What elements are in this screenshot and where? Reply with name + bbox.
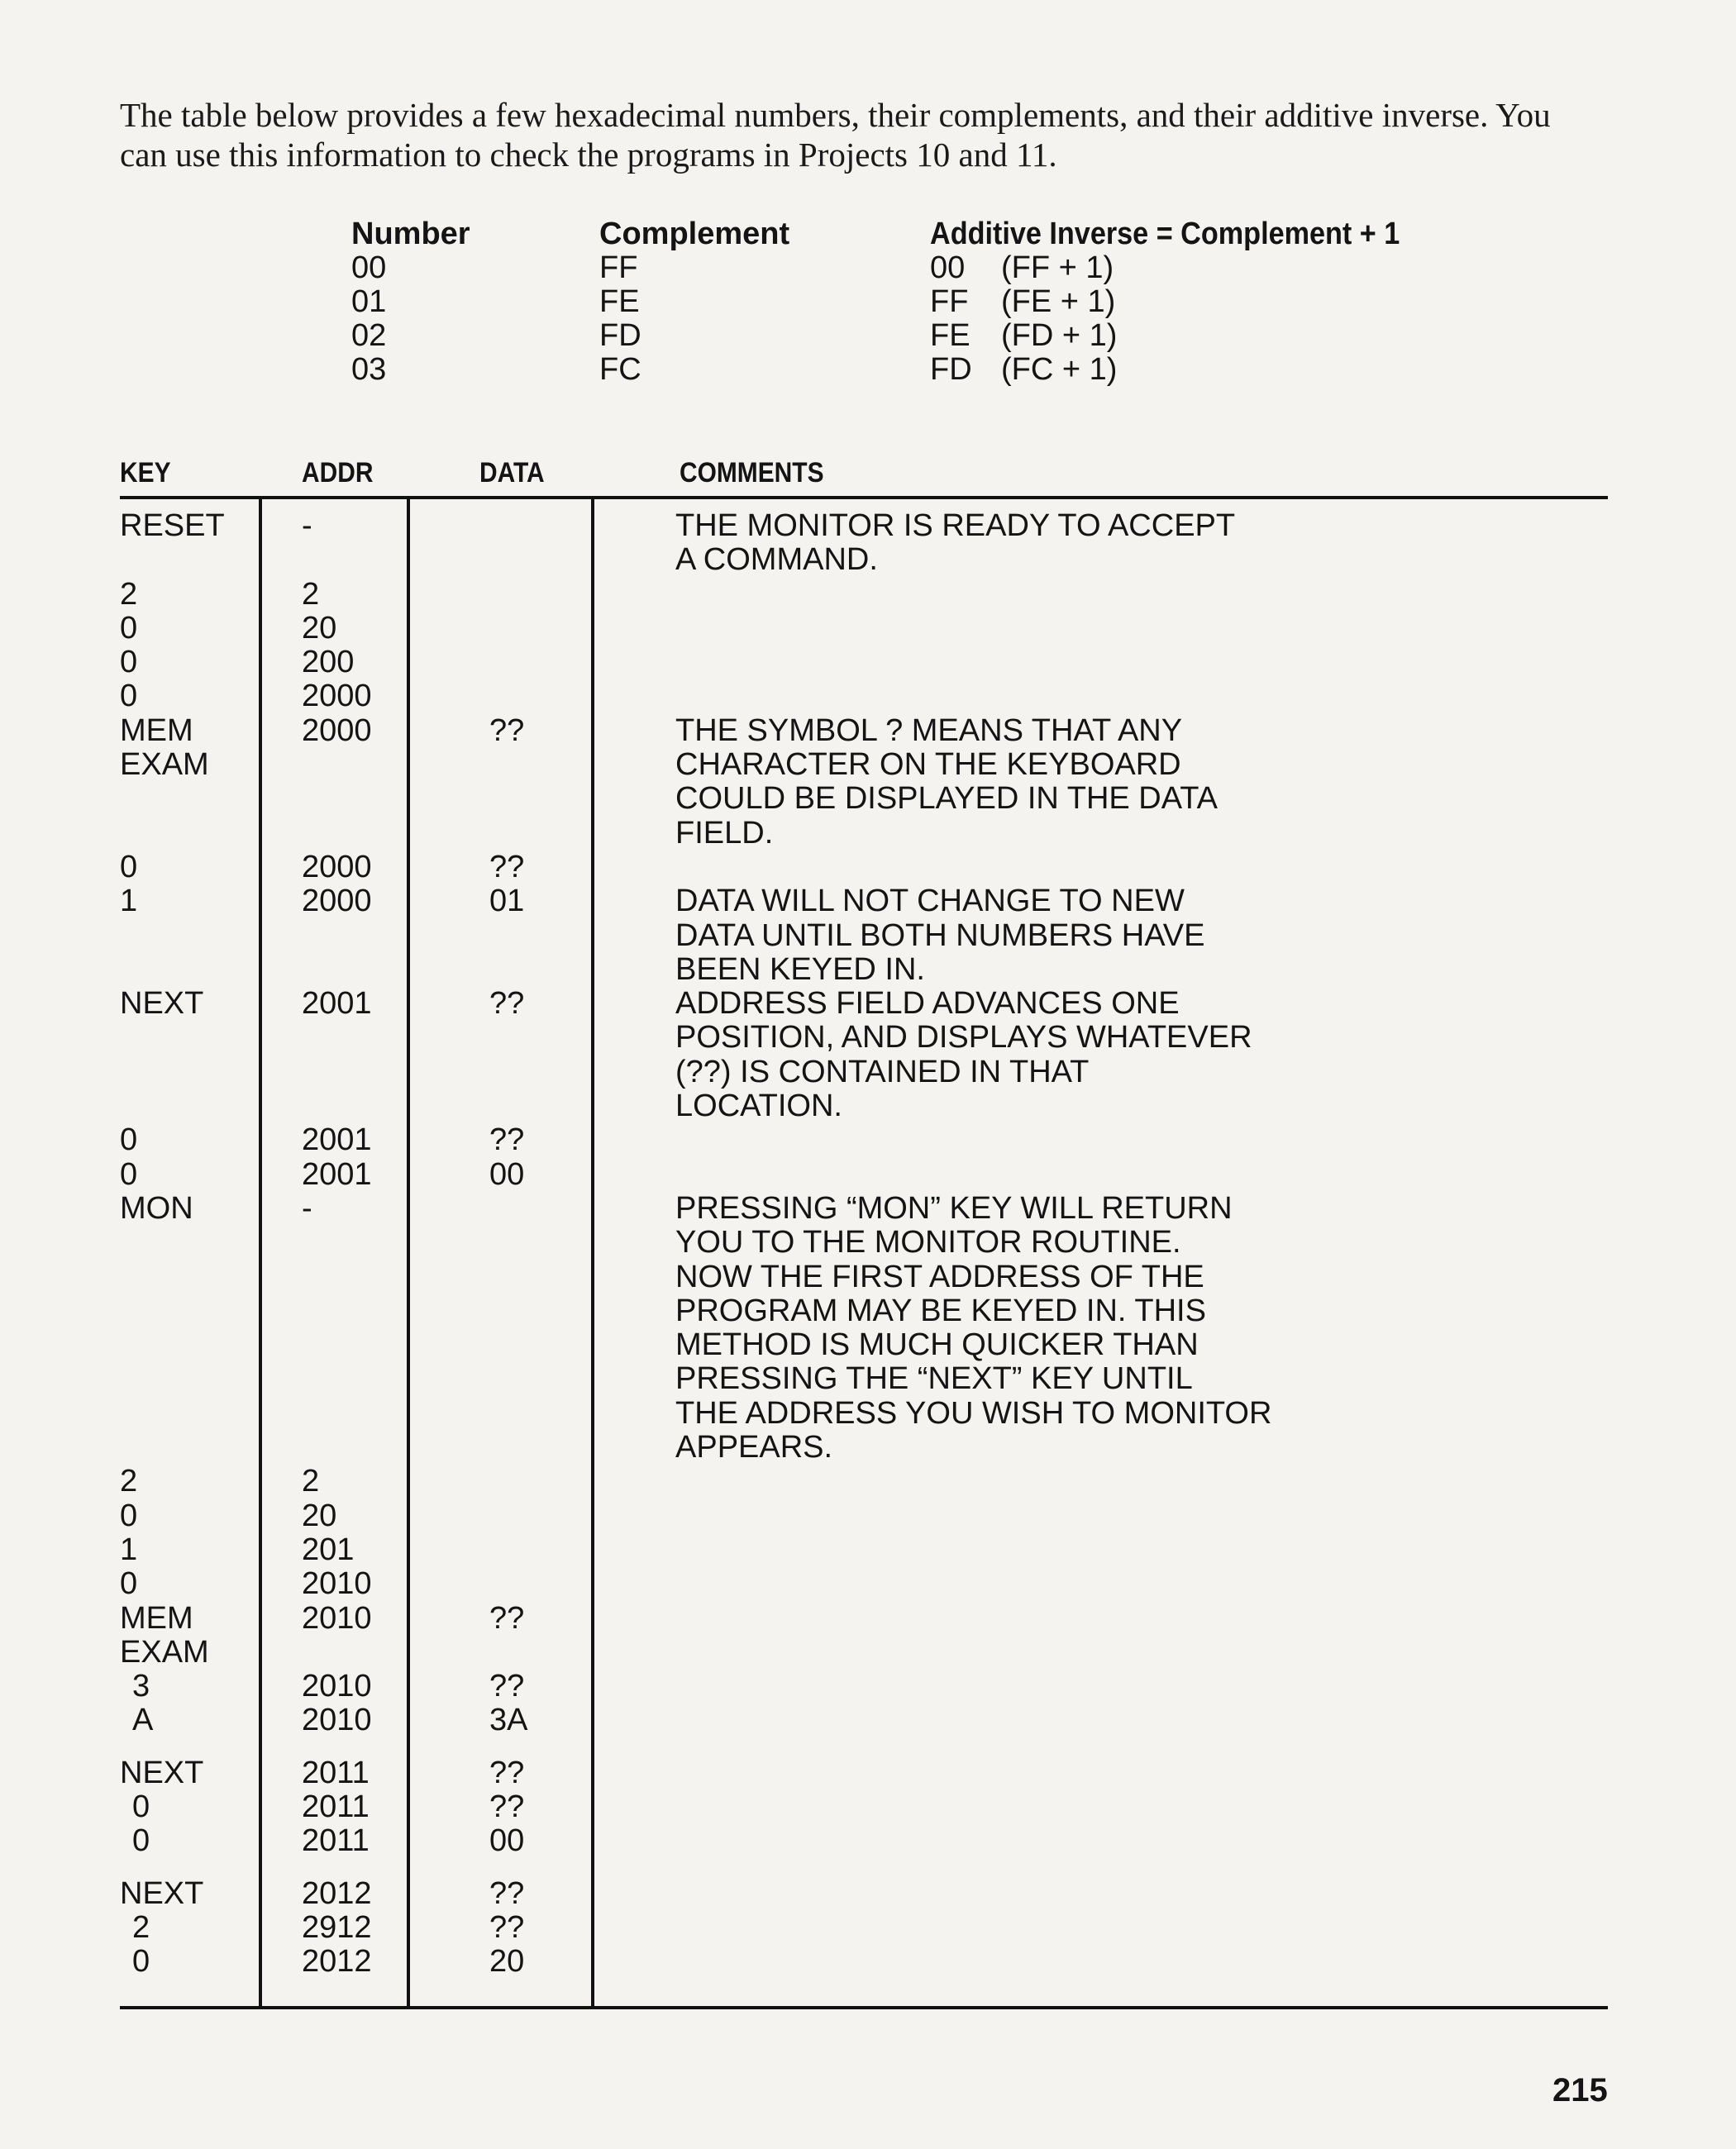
table-row <box>0 1602 1736 1636</box>
comment-line: THE MONITOR IS READY TO ACCEPT <box>675 508 1236 543</box>
addr-cell: 20 <box>302 1498 337 1533</box>
table-row <box>0 1123 1736 1157</box>
comment-line: PRESSING THE “NEXT” KEY UNTIL <box>675 1361 1193 1397</box>
key-cell: 0 <box>132 1944 150 1980</box>
addr-cell: 2011 <box>302 1789 370 1824</box>
data-cell: 3A <box>489 1703 528 1738</box>
addr-cell: 2010 <box>302 1600 372 1636</box>
addr-cell: 2000 <box>302 712 372 748</box>
table-row <box>0 646 1736 679</box>
comment-line: ADDRESS FIELD ADVANCES ONE <box>675 986 1180 1022</box>
key-cell: MEM <box>120 1600 193 1636</box>
table-row <box>0 1567 1736 1601</box>
table-top-rule <box>120 496 1608 499</box>
number-cell: 03 <box>351 352 387 387</box>
key-cell: NEXT <box>120 1755 204 1790</box>
inverse-calculation: (FC + 1) <box>1001 352 1118 387</box>
key-cell: 0 <box>120 1156 138 1192</box>
addr-cell: 2001 <box>302 1156 372 1192</box>
addr-cell: 2001 <box>302 986 372 1022</box>
data-cell: ?? <box>489 712 525 748</box>
comment-cell <box>675 714 1182 748</box>
complement-cell: FC <box>599 352 641 387</box>
table-bottom-rule <box>120 2006 1608 2009</box>
hex-table-body <box>351 251 1452 387</box>
data-cell: ?? <box>489 1909 525 1945</box>
comment-line: THE SYMBOL ? MEANS THAT ANY <box>675 712 1183 748</box>
header-number: Number <box>351 217 470 251</box>
addr-cell: 2912 <box>302 1909 372 1945</box>
comment-line: COULD BE DISPLAYED IN THE DATA <box>675 781 1219 817</box>
data-cell: 00 <box>489 1156 525 1192</box>
data-cell: ?? <box>489 1122 525 1158</box>
data-cell: ?? <box>489 1600 525 1636</box>
number-cell: 01 <box>351 284 387 319</box>
key-cell: 3 <box>132 1669 150 1704</box>
key-cell: NEXT <box>120 1875 204 1911</box>
addr-cell: 2010 <box>302 1566 372 1602</box>
key-cell: MON <box>120 1190 193 1226</box>
key-cell: EXAM <box>120 747 209 783</box>
hex-complement-table <box>351 217 1452 387</box>
table-row <box>0 1636 1736 1670</box>
key-cell: MEM <box>120 712 193 748</box>
number-cell: 02 <box>351 318 387 353</box>
addr-cell: 2 <box>302 1464 320 1499</box>
comment-line: A COMMAND. <box>675 542 878 578</box>
additive-inverse-cell <box>930 353 1117 387</box>
table-row <box>0 1824 1736 1858</box>
comment-line: NOW THE FIRST ADDRESS OF THE <box>675 1259 1204 1294</box>
addr-cell: 2000 <box>302 849 372 884</box>
key-cell: 0 <box>120 610 138 646</box>
table-row <box>0 1877 1736 1911</box>
comment-line: BEEN KEYED IN. <box>675 951 925 987</box>
key-cell: 0 <box>120 849 138 884</box>
addr-cell: 2000 <box>302 679 372 714</box>
comment-line: DATA WILL NOT CHANGE TO NEW <box>675 884 1185 919</box>
table-row <box>0 714 1736 748</box>
table-row <box>0 884 1736 987</box>
table-row <box>0 578 1736 612</box>
key-cell: RESET <box>120 508 225 543</box>
hex-table-row <box>351 251 1452 285</box>
comment-line: YOU TO THE MONITOR ROUTINE. <box>675 1225 1181 1260</box>
table-row <box>0 679 1736 713</box>
key-cell: EXAM <box>120 1634 209 1670</box>
monitor-table-body <box>0 509 1736 1979</box>
table-row <box>0 1499 1736 1533</box>
comment-cell <box>675 884 1204 987</box>
intro-line-2: can use this information to check the programs in Projects 10 and 11. <box>120 136 1057 174</box>
data-cell: ?? <box>489 1789 525 1824</box>
data-cell: ?? <box>489 1875 525 1911</box>
key-cell: NEXT <box>120 986 204 1022</box>
complement-cell: FD <box>599 318 641 353</box>
header-complement: Complement <box>599 217 790 251</box>
comment-cell <box>675 509 1235 578</box>
complement-cell: FE <box>599 284 640 319</box>
data-cell: 20 <box>489 1944 525 1980</box>
addr-cell: 2011 <box>302 1755 370 1790</box>
key-cell: 1 <box>120 884 138 919</box>
key-cell: 0 <box>132 1789 150 1824</box>
key-cell: 0 <box>120 679 138 714</box>
table-row <box>0 748 1736 851</box>
additive-inverse-cell <box>930 251 1114 285</box>
data-cell: ?? <box>489 849 525 884</box>
intro-paragraph <box>120 95 1633 174</box>
key-cell: 0 <box>120 1566 138 1602</box>
page-number: 215 <box>1552 2072 1608 2108</box>
inverse-calculation: (FD + 1) <box>1001 318 1118 353</box>
comment-cell <box>675 1192 1271 1465</box>
key-cell: A <box>132 1703 154 1738</box>
header-key: KEY <box>120 457 171 488</box>
addr-cell: 20 <box>302 610 337 646</box>
table-row <box>0 509 1736 578</box>
hex-table-row <box>351 353 1452 387</box>
table-row <box>0 1911 1736 1945</box>
comment-line: THE ADDRESS YOU WISH TO MONITOR <box>675 1395 1272 1431</box>
addr-cell: 2 <box>302 576 320 612</box>
addr-cell: 2012 <box>302 1944 372 1980</box>
table-row <box>0 1703 1736 1737</box>
addr-cell: 2000 <box>302 884 372 919</box>
key-cell: 2 <box>132 1909 150 1945</box>
header-additive-inverse: Additive Inverse = Complement + 1 <box>930 217 1400 251</box>
table-row <box>0 612 1736 646</box>
table-row <box>0 1670 1736 1703</box>
data-cell: 00 <box>489 1823 525 1859</box>
key-cell: 2 <box>120 1464 138 1499</box>
table-row <box>0 1945 1736 1979</box>
number-cell: 00 <box>351 250 387 285</box>
inverse-value: 00 <box>930 250 966 285</box>
comment-line: METHOD IS MUCH QUICKER THAN <box>675 1327 1199 1363</box>
addr-cell: 2010 <box>302 1669 372 1704</box>
comment-line: DATA UNTIL BOTH NUMBERS HAVE <box>675 917 1205 953</box>
additive-inverse-cell <box>930 319 1117 353</box>
table-row <box>0 1790 1736 1824</box>
header-data: DATA <box>479 457 545 488</box>
comment-line: (??) IS CONTAINED IN THAT <box>675 1054 1090 1089</box>
data-cell: ?? <box>489 986 525 1022</box>
inverse-calculation: (FF + 1) <box>1001 250 1114 285</box>
key-cell: 2 <box>120 576 138 612</box>
addr-cell: - <box>302 1190 312 1226</box>
table-row <box>0 1533 1736 1567</box>
inverse-value: FE <box>930 318 971 353</box>
data-cell: ?? <box>489 1669 525 1704</box>
header-addr: ADDR <box>302 457 374 488</box>
table-row <box>0 851 1736 884</box>
table-row <box>0 1158 1736 1192</box>
addr-cell: 2010 <box>302 1703 372 1738</box>
additive-inverse-cell <box>930 285 1115 319</box>
comment-line: LOCATION. <box>675 1089 842 1124</box>
key-cell: 0 <box>120 645 138 680</box>
key-cell: 0 <box>120 1498 138 1533</box>
key-cell: 0 <box>120 1122 138 1158</box>
key-cell: 1 <box>120 1532 138 1567</box>
hex-table-row <box>351 319 1452 353</box>
inverse-value: FF <box>930 284 969 319</box>
intro-line-1: The table below provides a few hexadecimal numbers, their complements, and their additive inverse. You <box>120 96 1551 134</box>
hex-table-header <box>351 217 1452 251</box>
addr-cell: 2012 <box>302 1875 372 1911</box>
addr-cell: 201 <box>302 1532 355 1567</box>
comment-line: CHARACTER ON THE KEYBOARD <box>675 747 1181 783</box>
addr-cell: 200 <box>302 645 355 680</box>
key-cell: 0 <box>132 1823 150 1859</box>
comment-cell <box>675 748 1218 851</box>
hex-table-row <box>351 285 1452 319</box>
comment-line: APPEARS. <box>675 1430 833 1465</box>
table-row <box>0 1756 1736 1790</box>
comment-line: PROGRAM MAY BE KEYED IN. THIS <box>675 1293 1206 1328</box>
comment-cell <box>675 987 1252 1123</box>
data-cell: 01 <box>489 884 525 919</box>
addr-cell: - <box>302 508 312 543</box>
inverse-calculation: (FE + 1) <box>1001 284 1116 319</box>
comment-line: POSITION, AND DISPLAYS WHATEVER <box>675 1020 1252 1055</box>
comment-line: PRESSING “MON” KEY WILL RETURN <box>675 1190 1233 1226</box>
monitor-table-header <box>0 457 1736 493</box>
comment-line: FIELD. <box>675 815 774 851</box>
table-row <box>0 1465 1736 1499</box>
complement-cell: FF <box>599 250 638 285</box>
table-row <box>0 1192 1736 1465</box>
data-cell: ?? <box>489 1755 525 1790</box>
addr-cell: 2001 <box>302 1122 372 1158</box>
header-comments: COMMENTS <box>680 457 824 488</box>
inverse-value: FD <box>930 352 972 387</box>
addr-cell: 2011 <box>302 1823 370 1859</box>
table-row <box>0 987 1736 1123</box>
